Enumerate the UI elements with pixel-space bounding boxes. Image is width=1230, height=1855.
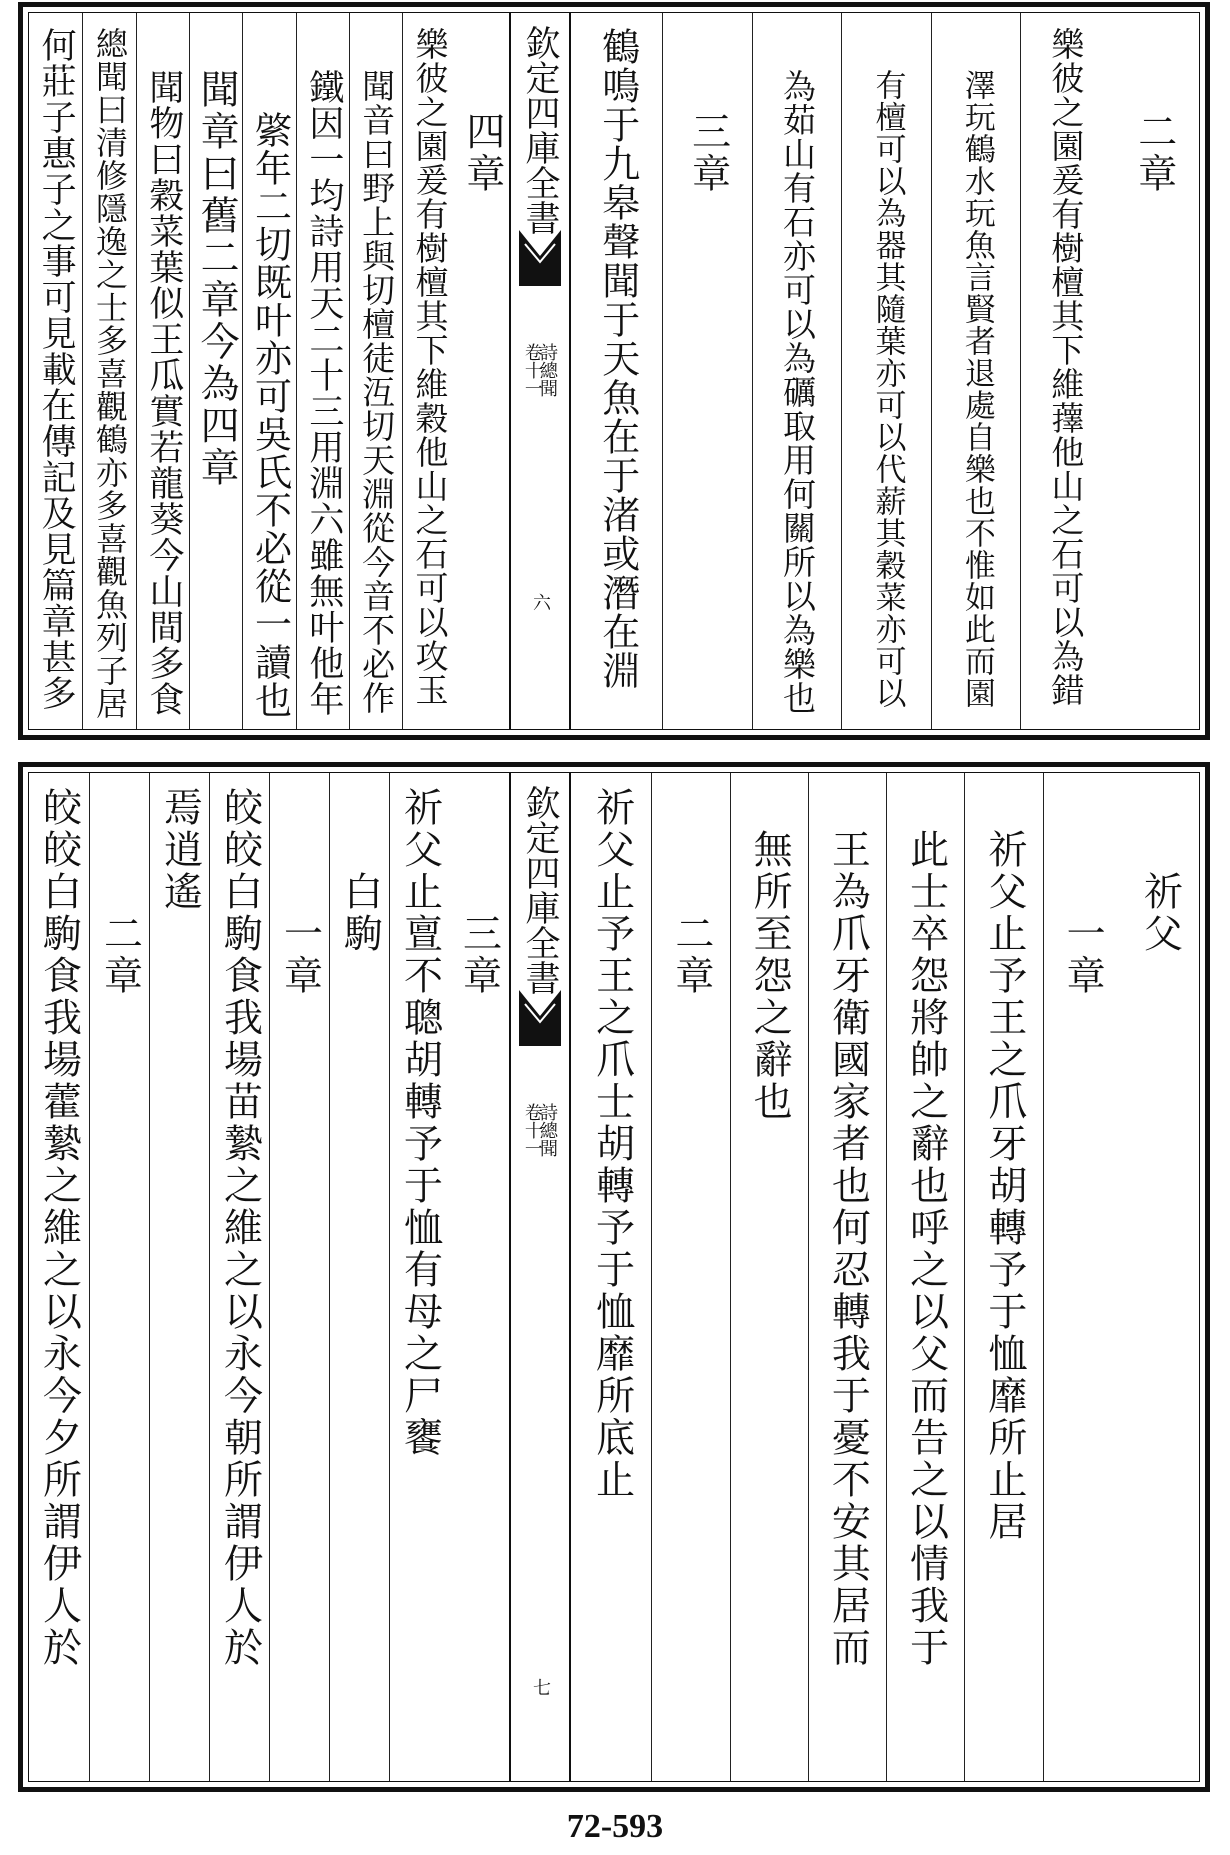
top-center-page-number: 六 bbox=[530, 593, 551, 611]
top-right-column bbox=[1110, 13, 1199, 729]
bottom-left-column-text: 二章 bbox=[97, 913, 143, 997]
bottom-right-column-text: 祈父止予王之爪牙胡轉予于恤靡所止居 bbox=[981, 829, 1027, 1543]
bottom-left-column bbox=[389, 773, 450, 1781]
top-left-column-text: 四章 bbox=[459, 111, 505, 195]
bottom-right-column-text: 王為爪牙衛國家者也何忍轉我于憂不安其居而 bbox=[825, 829, 871, 1669]
bottom-right-column bbox=[964, 773, 1043, 1781]
bottom-center-title: 欽定四庫全書 bbox=[520, 785, 560, 995]
bottom-right-column bbox=[573, 773, 651, 1781]
bottom-right-column bbox=[886, 773, 965, 1781]
bottom-left-column-text: 一章 bbox=[277, 913, 323, 997]
bottom-center-gutter bbox=[509, 773, 571, 1781]
bottom-left-column bbox=[269, 773, 330, 1781]
bottom-right-column-text: 此士卒怨將帥之辭也呼之以父而告之以情我于 bbox=[903, 829, 949, 1669]
top-left-column-text: 聞物曰穀菜葉似王瓜實若龍葵今山間多食 bbox=[143, 69, 184, 717]
bottom-left-column-text: 焉逍遙 bbox=[157, 787, 203, 913]
bottom-left-column bbox=[329, 773, 390, 1781]
bottom-left-column-text: 祈父止亶不聰胡轉予于恤有母之尸饔 bbox=[397, 787, 443, 1459]
top-right-column bbox=[573, 13, 662, 729]
bottom-center-book: 詩總聞 bbox=[536, 1103, 558, 1157]
top-left-column bbox=[402, 13, 456, 729]
page-footer-number: 72-593 bbox=[566, 1808, 664, 1845]
bottom-right-column-text: 祈父止予王之爪士胡轉予于恤靡所底止 bbox=[589, 787, 635, 1501]
top-center-title: 欽定四庫全書 bbox=[520, 25, 560, 235]
top-left-column bbox=[82, 13, 136, 729]
top-right-column-text: 二章 bbox=[1131, 111, 1177, 195]
top-right-column-text: 為茹山有石亦可以為礪取用何關所以為樂也 bbox=[778, 69, 818, 715]
bottom-left-column-text: 三章 bbox=[456, 913, 502, 997]
bottom-left-column-text: 皎皎白駒食我場藿縶之維之以永今夕所謂伊人於 bbox=[36, 787, 82, 1669]
bottom-right-half bbox=[573, 773, 1199, 1781]
bottom-right-column-text: 無所至怨之辭也 bbox=[747, 829, 793, 1123]
bottom-left-column bbox=[449, 773, 509, 1781]
top-left-column bbox=[456, 13, 509, 729]
top-center-gutter bbox=[509, 13, 571, 729]
top-center-volume: 卷十一 bbox=[521, 343, 543, 397]
top-left-column-text: 何莊子惠子之事可見載在傳記及見篇章甚多 bbox=[36, 27, 77, 711]
bottom-right-column bbox=[1043, 773, 1122, 1781]
bottom-right-column-text: 二章 bbox=[668, 913, 714, 997]
top-right-column-text: 三章 bbox=[685, 111, 731, 195]
top-page-panel bbox=[18, 2, 1210, 740]
top-left-column-text: 樂彼之園爰有樹檀其下維穀他山之石可以攻玉 bbox=[410, 27, 450, 707]
top-right-column bbox=[1020, 13, 1110, 729]
bottom-left-column bbox=[209, 773, 270, 1781]
top-left-column-text: 聞音曰野上與切檀徒沍切天淵從今音不必作 bbox=[357, 69, 397, 715]
bottom-page-panel bbox=[18, 762, 1210, 1792]
bottom-right-column bbox=[730, 773, 809, 1781]
top-center-book: 詩總聞 bbox=[536, 343, 558, 397]
top-left-column-text: 鐵因一均詩用天二十三用淵六雖無叶他年 bbox=[303, 69, 344, 717]
top-left-column bbox=[29, 13, 82, 729]
top-right-column bbox=[841, 13, 931, 729]
top-left-column bbox=[189, 13, 243, 729]
top-right-column-text: 鶴鳴于九皋聲聞于天魚在于渚或潛在淵 bbox=[595, 27, 640, 690]
top-right-column-text: 有檀可以為器其隨葉亦可以代薪其穀菜亦可以 bbox=[869, 69, 906, 709]
bottom-left-column-text: 皎皎白駒食我場苗縶之維之以永今朝所謂伊人於 bbox=[217, 787, 263, 1669]
top-right-column bbox=[931, 13, 1021, 729]
top-left-column bbox=[136, 13, 190, 729]
top-left-half bbox=[29, 13, 509, 729]
top-right-column bbox=[662, 13, 752, 729]
bottom-left-column bbox=[89, 773, 150, 1781]
top-left-column-text: 總聞曰清修隱逸之士多喜觀鶴亦多喜觀魚列子居 bbox=[90, 27, 129, 720]
top-left-column bbox=[349, 13, 403, 729]
bottom-right-column bbox=[808, 773, 887, 1781]
bottom-center-volume: 卷十一 bbox=[521, 1103, 543, 1157]
top-left-column bbox=[296, 13, 350, 729]
top-left-column-text: 綮年二切既叶亦可吳氏不必從一讀也 bbox=[248, 111, 292, 719]
bottom-right-column-text: 祈父 bbox=[1137, 871, 1183, 955]
top-right-column bbox=[752, 13, 842, 729]
bottom-left-column-text: 白駒 bbox=[337, 871, 383, 955]
top-page-frame bbox=[28, 12, 1200, 730]
top-left-column-text: 聞章曰舊二章今為四章 bbox=[194, 69, 240, 489]
top-left-column bbox=[242, 13, 296, 729]
bottom-right-column bbox=[1121, 773, 1199, 1781]
top-right-column-text: 樂彼之園爰有樹檀其下維蘀他山之石可以為錯 bbox=[1046, 27, 1086, 707]
fish-tail-ornament bbox=[517, 228, 563, 288]
bottom-left-half bbox=[29, 773, 509, 1781]
bottom-left-column bbox=[149, 773, 210, 1781]
bottom-page-frame bbox=[28, 772, 1200, 1782]
bottom-center-page-number: 七 bbox=[530, 1678, 551, 1696]
fish-tail-ornament bbox=[517, 988, 563, 1048]
top-right-column-text: 澤玩鶴水玩魚言賢者退處自樂也不惟如此而園 bbox=[958, 69, 995, 709]
top-right-half bbox=[573, 13, 1199, 729]
bottom-left-column bbox=[29, 773, 89, 1781]
bottom-right-column bbox=[651, 773, 730, 1781]
bottom-right-column-text: 一章 bbox=[1060, 913, 1106, 997]
